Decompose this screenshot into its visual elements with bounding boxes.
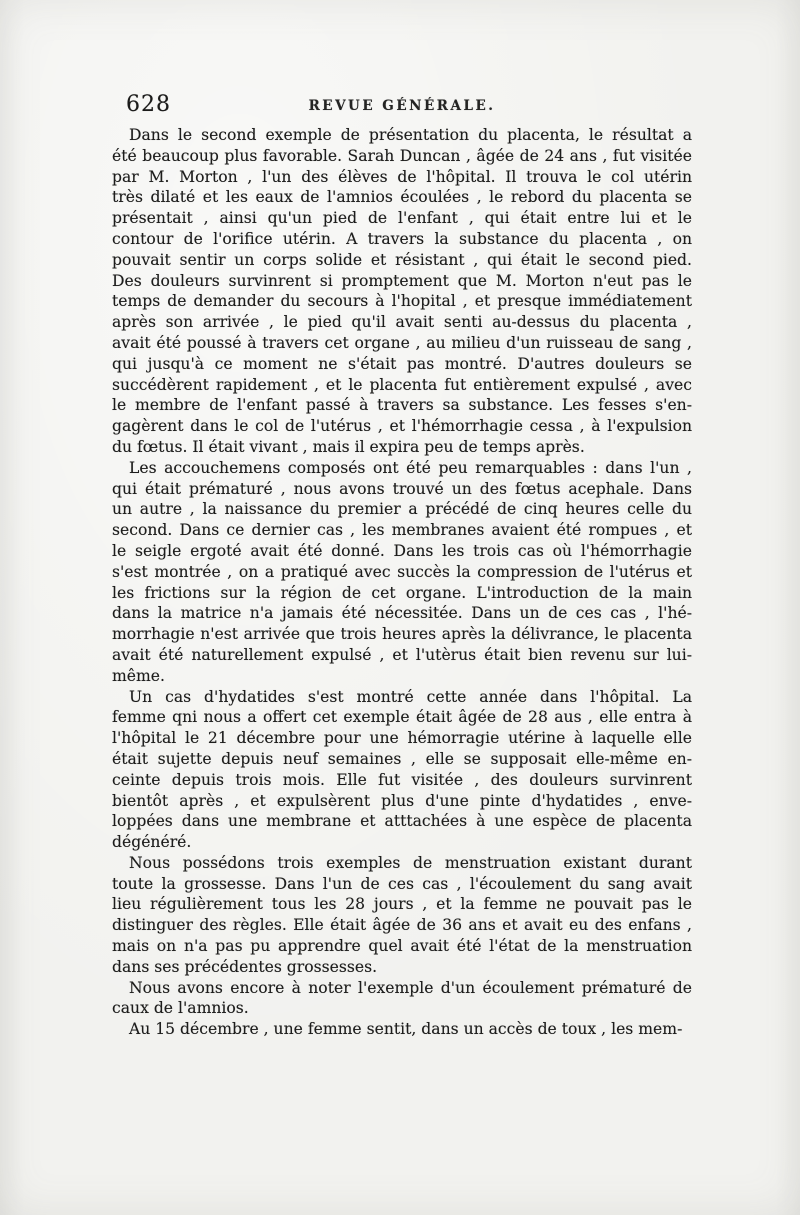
text-line: Nous avons encore à noter l'exemple d'un écoulement prématuré de	[129, 978, 692, 997]
text-line: second. Dans ce dernier cas , les membranes avaient été rompues , et	[112, 521, 692, 540]
paragraph	[112, 978, 692, 1020]
text-line: lieu régulièrement tous les 28 jours , et la femme ne pouvait pas le	[112, 895, 692, 914]
paragraph	[112, 687, 692, 853]
text-line: morrhagie n'est arrivée que trois heures après la délivrance, le placenta	[112, 625, 692, 644]
paragraph	[112, 458, 692, 687]
text-line: qui était prématuré , nous avons trouvé un des fœtus acephale. Dans	[112, 479, 692, 498]
text-line: contour de l'orifice utérin. A travers la substance du placenta , on	[112, 229, 692, 248]
running-title: REVUE GÉNÉRALE.	[308, 98, 496, 114]
text-line: temps de demander du secours à l'hopital , et presque immédiatement	[112, 292, 692, 311]
text-line: Au 15 décembre , une femme sentit, dans un accès de toux , les mem-	[129, 1020, 683, 1039]
text-line: le membre de l'enfant passé à travers sa substance. Les fesses s'en-	[112, 396, 692, 415]
page-header	[112, 92, 692, 120]
text-line: même.	[112, 666, 165, 685]
text-line: Les accouchemens composés ont été peu remarquables : dans l'un ,	[129, 458, 692, 477]
text-line: distinguer des règles. Elle était âgée de 36 ans et avait eu des enfans ,	[112, 916, 692, 935]
text-line: pouvait sentir un corps solide et résistant , qui était le second pied.	[112, 250, 692, 269]
text-line: loppées dans une membrane et atttachées à une espèce de placenta	[112, 812, 692, 831]
text-line: avait été poussé à travers cet organe , au milieu d'un ruisseau de sang ,	[112, 333, 692, 352]
text-line: Un cas d'hydatides s'est montré cette année dans l'hôpital. La	[129, 687, 692, 706]
text-line: été beaucoup plus favorable. Sarah Duncan , âgée de 24 ans , fut visitée	[112, 146, 692, 165]
text-line: dans ses précédentes grossesses.	[112, 957, 378, 976]
text-line: du fœtus. Il était vivant , mais il expira peu de temps après.	[112, 437, 585, 456]
text-line: s'est montrée , on a pratiqué avec succès la compression de l'utérus et	[112, 562, 692, 581]
text-line: un autre , la naissance du premier a précédé de cinq heures celle du	[112, 500, 692, 519]
text-line: les frictions sur la région de cet organe. L'introduction de la main	[112, 583, 692, 602]
text-line: mais on n'a pas pu apprendre quel avait été l'état de la menstruation	[112, 937, 692, 956]
text-line: avait été naturellement expulsé , et l'utèrus était bien revenu sur lui-	[112, 645, 692, 664]
text-line: très dilaté et les eaux de l'amnios écoulées , le rebord du placenta se	[112, 188, 692, 207]
text-line: qui jusqu'à ce moment ne s'était pas montré. D'autres douleurs se	[112, 354, 692, 373]
text-line: était sujette depuis neuf semaines , elle se supposait elle-même en-	[112, 749, 692, 768]
paragraph	[112, 125, 692, 458]
page-number: 628	[126, 92, 171, 117]
text-line: le seigle ergoté avait été donné. Dans les trois cas où l'hémorrhagie	[112, 541, 692, 560]
text-line: l'hôpital le 21 décembre pour une hémorragie utérine à laquelle elle	[112, 729, 692, 748]
text-line: ceinte depuis trois mois. Elle fut visitée , des douleurs survinrent	[112, 770, 692, 789]
text-line: Dans le second exemple de présentation du placenta, le résultat a	[129, 126, 692, 144]
text-line: femme qni nous a offert cet exemple était âgée de 28 aus , elle entra à	[112, 708, 692, 727]
text-line: dégénéré.	[112, 833, 192, 852]
text-line: succédèrent rapidement , et le placenta fut entièrement expulsé , avec	[112, 375, 692, 394]
text-line: Des douleurs survinrent si promptement que M. Morton n'eut pas le	[112, 271, 692, 290]
text-line: après son arrivée , le pied qu'il avait senti au-dessus du placenta ,	[112, 313, 692, 332]
text-line: caux de l'amnios.	[112, 999, 249, 1018]
paragraph	[112, 853, 692, 978]
text-line: bientôt après , et expulsèrent plus d'une pinte d'hydatides , enve-	[112, 791, 692, 810]
text-line: Nous possédons trois exemples de menstruation existant durant	[129, 853, 692, 872]
text-line: dans la matrice n'a jamais été nécessitée. Dans un de ces cas , l'hé-	[112, 604, 692, 623]
text-line: gagèrent dans le col de l'utérus , et l'hémorrhagie cessa , à l'expulsion	[112, 417, 692, 436]
text-line: par M. Morton , l'un des élèves de l'hôpital. Il trouva le col utérin	[112, 167, 692, 186]
text-line: présentait , ainsi qu'un pied de l'enfant , qui était entre lui et le	[112, 209, 692, 228]
paragraph	[112, 1019, 692, 1040]
text-body	[112, 125, 692, 1040]
text-line: toute la grossesse. Dans l'un de ces cas , l'écoulement du sang avait	[112, 874, 692, 893]
